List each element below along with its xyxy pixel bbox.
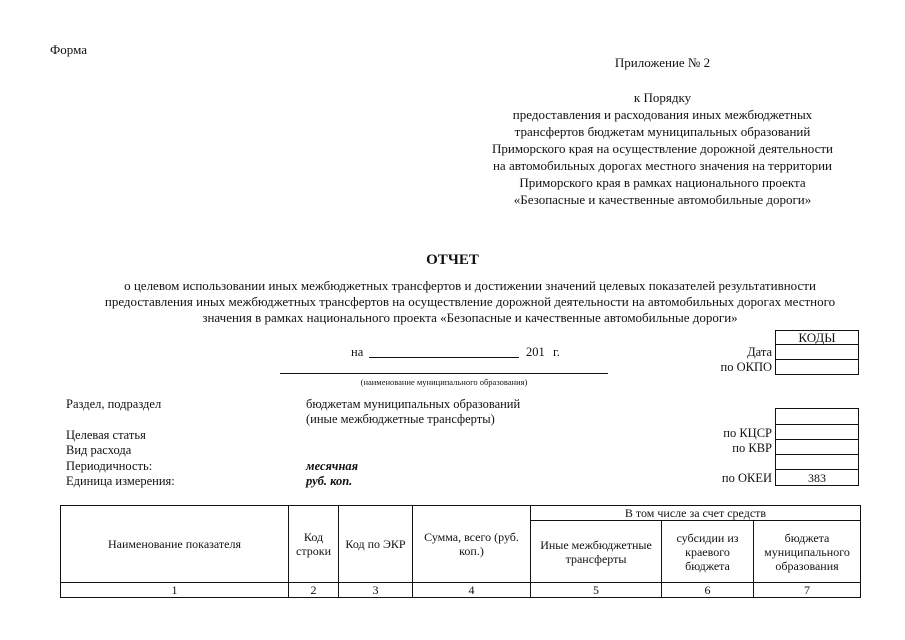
codes-header: КОДЫ: [775, 330, 859, 345]
report-table: [60, 505, 861, 598]
section-label: Раздел, подраздел: [66, 397, 162, 411]
appendix-line: Приморского края в рамках национального проекта: [519, 175, 806, 190]
col-header-row-code: Код строки: [289, 506, 339, 583]
subtitle-line: предоставления иных межбюджетных трансфертов на осуществление дорожной деятельности на автомобильных дорогах местного: [104, 294, 836, 309]
col-group-header: В том числе за счет средств: [531, 506, 861, 521]
col-number: 1: [61, 583, 289, 598]
kvr-label: по КВР: [732, 441, 772, 455]
col-number: 4: [413, 583, 531, 598]
date-line[interactable]: [369, 357, 519, 358]
appendix-line: Приморского края на осуществление дорожной деятельности: [491, 141, 834, 156]
kcsr-label: по КЦСР: [723, 426, 772, 440]
subtitle-line: о целевом использовании иных межбюджетных трансфертов и достижении значений целевых показателей результативности: [124, 278, 816, 293]
section-value-1: бюджетам муниципальных образований: [306, 397, 521, 411]
municipality-line[interactable]: [280, 373, 608, 374]
okei-label: по ОКЕИ: [721, 471, 772, 485]
okei-code-cell[interactable]: 383: [775, 469, 859, 486]
kvr-code-cell[interactable]: [775, 439, 859, 455]
subtitle-line: значения в рамках национального проекта «Безопасные и качественные автомобильные дороги»: [202, 310, 738, 325]
section-value-2: (иные межбюджетные трансферты): [306, 412, 495, 426]
date-code-cell[interactable]: [775, 344, 859, 360]
periodicity-code-cell[interactable]: [775, 454, 859, 470]
col-header-total: Сумма, всего (руб. коп.): [413, 506, 531, 583]
expense-label: Вид расхода: [66, 443, 132, 457]
blank-code-cell[interactable]: [775, 408, 859, 425]
col-header-municipal-budget: бюджета муниципального образования: [754, 521, 861, 583]
appendix-line: к Порядку: [633, 90, 692, 105]
appendix-number: Приложение № 2: [614, 55, 711, 70]
date-suffix: г.: [553, 345, 560, 359]
report-title: ОТЧЕТ: [426, 252, 479, 268]
col-number: 5: [531, 583, 662, 598]
unit-label: Единица измерения:: [66, 474, 175, 488]
kcsr-code-cell[interactable]: [775, 424, 859, 440]
appendix-line: трансфертов бюджетам муниципальных образований: [514, 124, 811, 139]
col-number: 7: [754, 583, 861, 598]
okpo-code-cell[interactable]: [775, 359, 859, 375]
col-number: 2: [289, 583, 339, 598]
target-label: Целевая статья: [66, 428, 146, 442]
appendix-line: предоставления и расходования иных межбюджетных: [512, 107, 813, 122]
periodicity-label: Периодичность:: [66, 459, 153, 473]
okpo-label: по ОКПО: [720, 360, 772, 374]
col-header-transfers: Иные межбюджетные трансферты: [531, 521, 662, 583]
table-row: [61, 583, 861, 598]
col-header-subsidies: субсидии из краевого бюджета: [662, 521, 754, 583]
col-header-name: Наименование показателя: [61, 506, 289, 583]
unit-value: руб. коп.: [306, 474, 353, 488]
report-subtitle: [60, 278, 880, 326]
col-number: 3: [339, 583, 413, 598]
appendix-text: [440, 89, 885, 208]
periodicity-value: месячная: [306, 459, 359, 473]
col-header-ekr-code: Код по ЭКР: [339, 506, 413, 583]
appendix-line: «Безопасные и качественные автомобильные дороги»: [513, 192, 812, 207]
form-label: Форма: [50, 42, 87, 57]
appendix-line: на автомобильных дорогах местного значения на территории: [492, 158, 833, 173]
date-prefix: на: [351, 345, 364, 359]
municipality-caption: (наименование муниципального образования): [360, 377, 528, 387]
date-label: Дата: [747, 345, 772, 359]
date-year: 201: [526, 345, 545, 359]
col-number: 6: [662, 583, 754, 598]
